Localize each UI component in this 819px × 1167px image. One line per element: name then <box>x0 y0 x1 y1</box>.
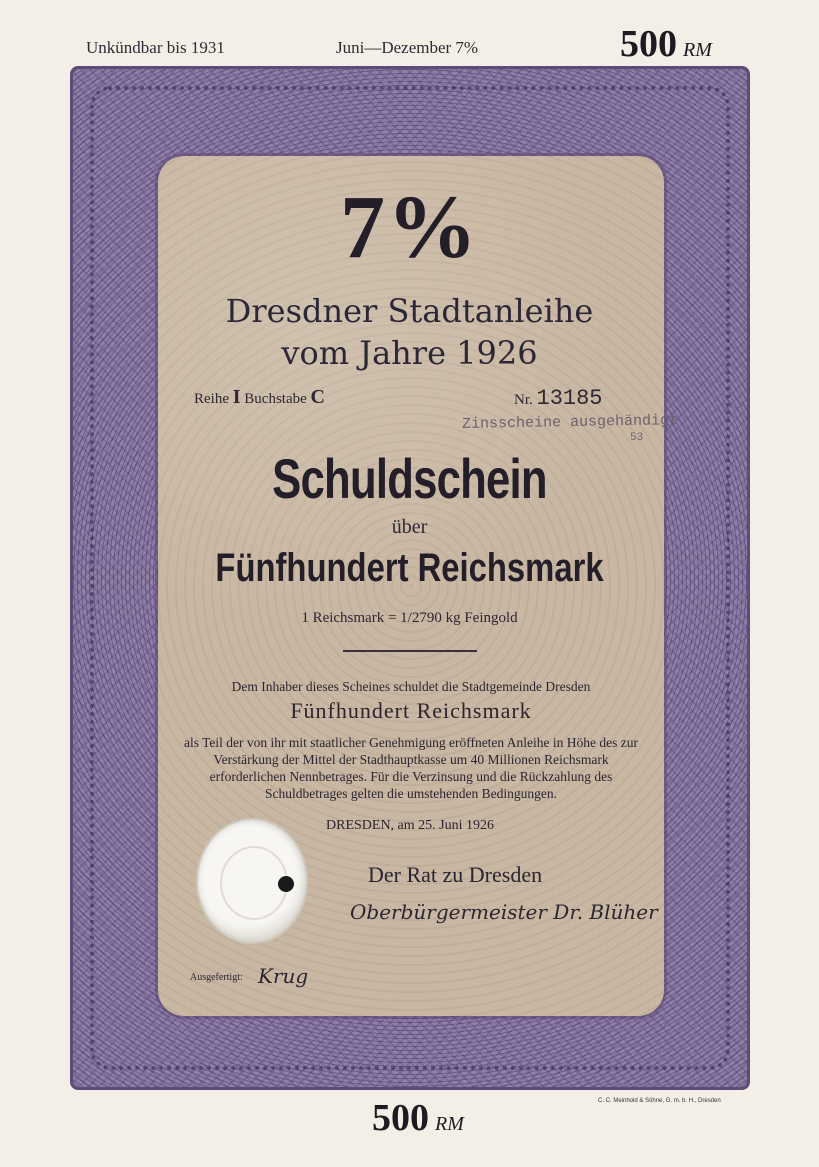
issued-label: Ausgefertigt: <box>190 972 243 983</box>
council-name: Der Rat zu Dresden <box>368 862 543 887</box>
uncallable-note: Unkündbar bis 1931 <box>86 38 225 57</box>
amount-heading: Fünfhundert Reichsmark <box>215 546 604 590</box>
denomination-value-bottom: 500 <box>372 1097 429 1139</box>
series-info <box>194 386 325 409</box>
interest-rate: 7% <box>340 178 479 277</box>
amount-line: Fünfhundert Reichsmark <box>290 698 532 723</box>
printer-imprint: C. C. Meinhold & Söhne, G. m. b. H., Dresden <box>598 1098 721 1104</box>
series-value: I <box>232 386 241 408</box>
denomination-top <box>620 22 712 66</box>
letter-label: Buchstabe <box>244 391 307 407</box>
document-type: Schuldschein <box>272 447 547 510</box>
series-label: Reihe <box>194 391 229 407</box>
loan-title: Dresdner Stadtanleihe <box>225 292 594 330</box>
clerk-signature: Krug <box>258 964 309 988</box>
denomination-unit: RM <box>683 39 712 61</box>
obligation-text: Dem Inhaber dieses Scheines schuldet die Stadtgemeinde Dresden <box>231 679 591 694</box>
cancellation-punch-hole <box>278 876 294 892</box>
place-date: DRESDEN, am 25. Juni 1926 <box>326 818 494 833</box>
divider <box>343 650 477 652</box>
number-label: Nr. <box>514 392 533 408</box>
certificate-number <box>514 386 603 411</box>
denomination-bottom <box>372 1096 464 1140</box>
coupon-stamp: Zinsscheine ausgehändigt <box>461 412 679 433</box>
interest-period: Juni—Dezember 7% <box>336 38 479 57</box>
conditions-text: als Teil der von ihr mit staatlicher Genehmigung eröffneten Anleihe in Höhe des zur Verstärkung der Mittel der Stadthauptkasse um 40 Millionen Reichsmark erforderlichen Nennbetrages. Für die Verzinsung und die Rückzahlung des Schuldbetrages gelten die umstehenden Bedingungen. <box>183 735 639 801</box>
number-value: 13185 <box>536 386 603 411</box>
letter-value: C <box>310 386 325 408</box>
mayor-signature: Oberbürgermeister Dr. Blüher <box>350 900 658 924</box>
over-word: über <box>391 516 428 538</box>
loan-year: vom Jahre 1926 <box>281 334 538 372</box>
coupon-stamp-number: 53 <box>630 432 644 444</box>
denomination-unit-bottom: RM <box>435 1113 464 1135</box>
denomination-value: 500 <box>620 23 677 65</box>
gold-clause: 1 Reichsmark = 1/2790 kg Feingold <box>301 610 518 626</box>
